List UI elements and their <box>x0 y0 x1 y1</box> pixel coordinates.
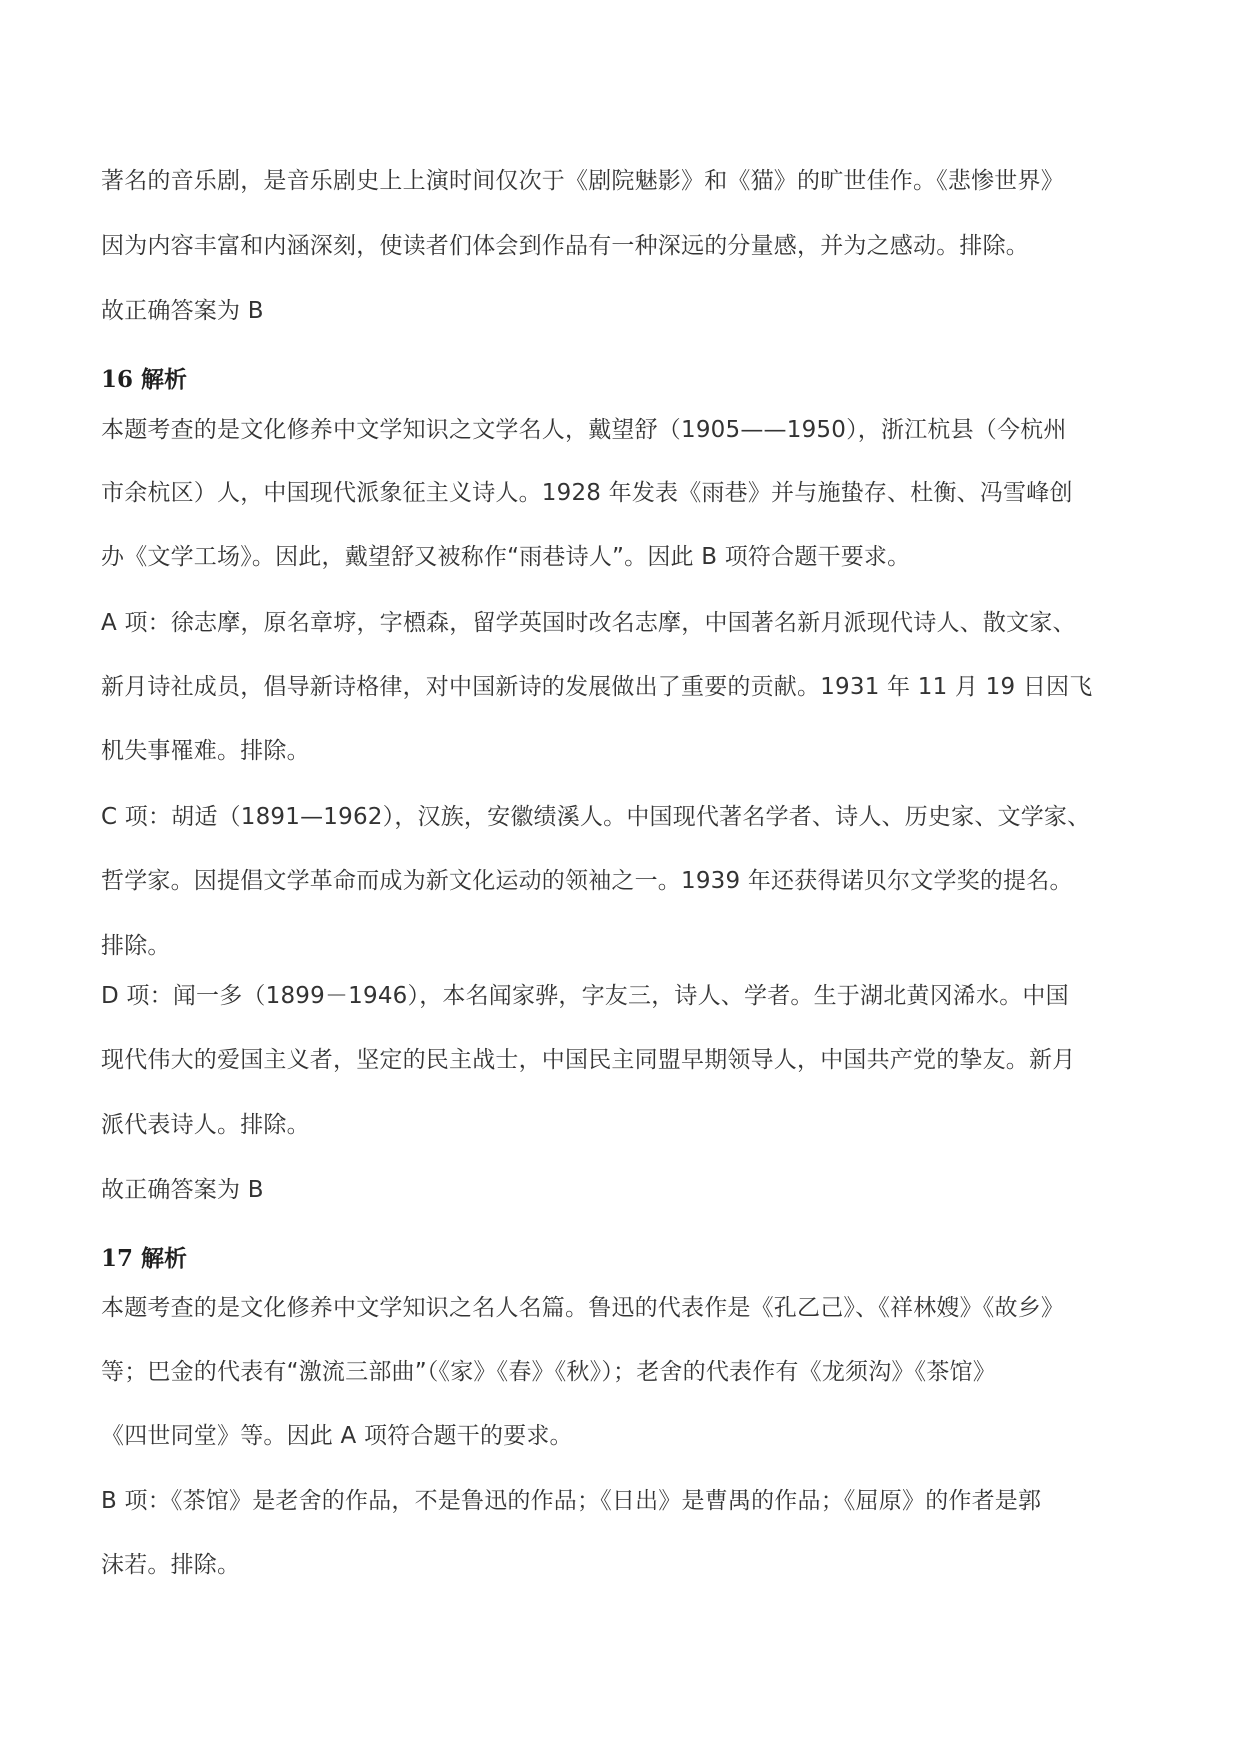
paragraph-line: D 项：闻一多（1899－1946），本名闻家骅，字友三，诗人、学者。生于湖北黄冈浠水。中国 <box>101 983 1069 1009</box>
answer-line: 故正确答案为 B <box>101 1177 264 1203</box>
paragraph-line: 《四世同堂》等。因此 A 项符合题干的要求。 <box>101 1423 573 1449</box>
paragraph-line: 机失事罹难。排除。 <box>101 738 310 764</box>
paragraph-line: A 项：徐志摩，原名章垿，字槱森，留学英国时改名志摩，中国著名新月派现代诗人、散文家、 <box>101 610 1076 636</box>
paragraph-line: 本题考查的是文化修养中文学知识之文学名人，戴望舒（1905——1950），浙江杭县（今杭州 <box>101 417 1067 443</box>
paragraph-line: 现代伟大的爱国主义者，坚定的民主战士，中国民主同盟早期领导人，中国共产党的挚友。新月 <box>101 1047 1076 1073</box>
section-heading-16: 16 解析 <box>101 366 188 393</box>
paragraph-line: 本题考查的是文化修养中文学知识之名人名篇。鲁迅的代表作是《孔乙己》、《祥林嫂》《故乡》 <box>101 1295 1065 1321</box>
paragraph-line: 哲学家。因提倡文学革命而成为新文化运动的领袖之一。1939 年还获得诺贝尔文学奖的提名。 <box>101 868 1073 894</box>
paragraph-line: 新月诗社成员，倡导新诗格律，对中国新诗的发展做出了重要的贡献。1931 年 11 月 19 日因飞 <box>101 674 1093 700</box>
answer-line: 故正确答案为 B <box>101 298 264 324</box>
paragraph-line: 等；巴金的代表有“激流三部曲”（《家》《春》《秋》）；老舍的代表作有《龙须沟》《茶馆》 <box>101 1359 996 1385</box>
paragraph-line: 著名的音乐剧，是音乐剧史上上演时间仅次于《剧院魅影》和《猫》的旷世佳作。《悲惨世界》 <box>101 168 1064 194</box>
paragraph-line: 因为内容丰富和内涵深刻，使读者们体会到作品有一种深远的分量感，并为之感动。排除。 <box>101 233 1029 259</box>
paragraph-line: C 项：胡适（1891—1962），汉族，安徽绩溪人。中国现代著名学者、诗人、历史家、文学家、 <box>101 804 1091 830</box>
paragraph-line: 市余杭区）人，中国现代派象征主义诗人。1928 年发表《雨巷》并与施蛰存、杜衡、冯雪峰创 <box>101 480 1073 506</box>
paragraph-line: B 项：《茶馆》是老舍的作品，不是鲁迅的作品；《日出》是曹禺的作品；《屈原》的作者是郭 <box>101 1488 1042 1514</box>
section-heading-17: 17 解析 <box>101 1245 188 1272</box>
paragraph-line: 沫若。排除。 <box>101 1552 241 1578</box>
paragraph-line: 派代表诗人。排除。 <box>101 1112 310 1138</box>
paragraph-line: 排除。 <box>101 933 171 959</box>
paragraph-line: 办《文学工场》。因此，戴望舒又被称作“雨巷诗人”。因此 B 项符合题干要求。 <box>101 544 911 570</box>
